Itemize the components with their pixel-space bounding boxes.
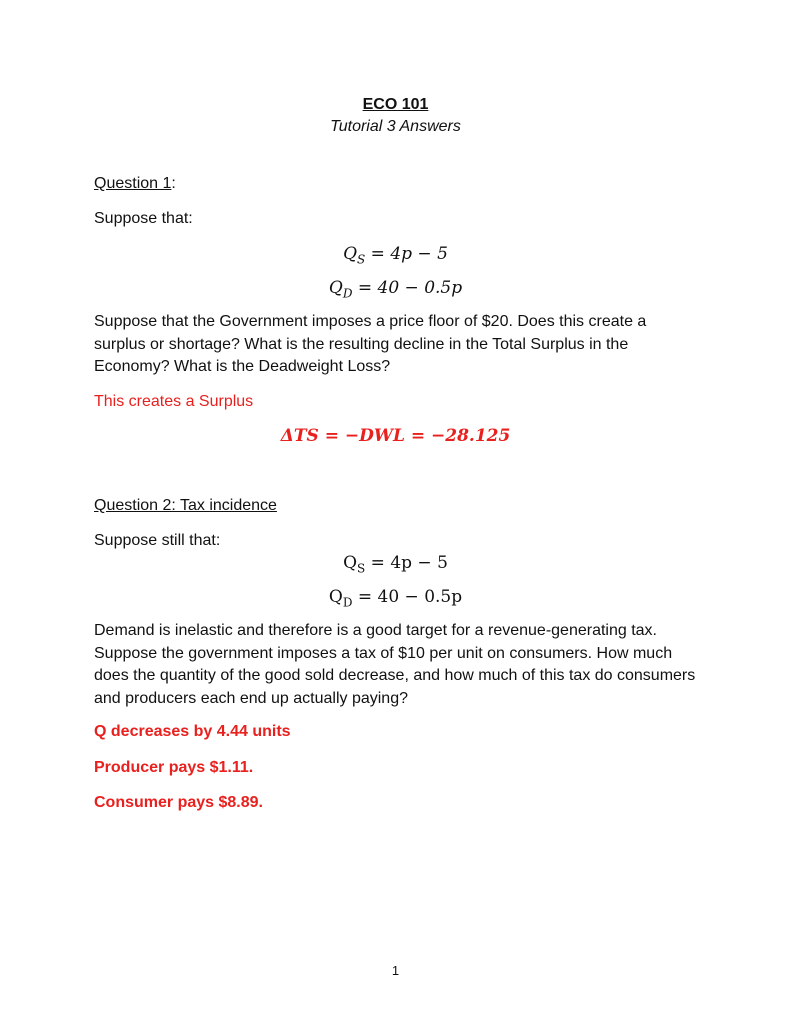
question-2-answer-consumer: Consumer pays $8.89.	[94, 794, 263, 811]
question-1-supply-equation	[0, 243, 791, 270]
supply-equation-text-2: $Q_S = 4p - 5$	[343, 553, 448, 576]
question-2-demand-equation	[0, 586, 791, 613]
demand-equation-text: $Q_D = 40 - 0.5p$	[328, 278, 463, 301]
question-1-heading	[94, 173, 176, 195]
page-number: 1	[391, 963, 400, 978]
question-2-supply-equation	[0, 552, 791, 579]
question-1-answer-equation: ΔTS = −DWL = −28.125	[280, 426, 511, 446]
question-1-intro: Suppose that:	[94, 210, 193, 227]
question-1-demand-equation	[0, 277, 791, 304]
question-2-answer-producer: Producer pays $1.11.	[94, 759, 254, 776]
question-1-heading-label: Question 1	[94, 175, 172, 192]
document-subtitle: Tutorial 3 Answers	[330, 118, 461, 135]
question-1-text: Suppose that the Government imposes a price floor of $20. Does this create a surplus or shortage? What is the resulting decline in the Total Surplus in the Economy? What is the Deadweight Loss?	[94, 313, 647, 375]
question-2-text: Demand is inelastic and therefore is a good target for a revenue-generating tax. Suppose the government imposes a tax of $10 per unit on consumers. How much does the quantity of the good sold decrease, and how much of this tax do consumers and producers each end up actually paying?	[94, 622, 696, 707]
supply-equation-text: $Q_S = 4p - 5$	[343, 244, 448, 267]
question-2-answer-quantity: Q decreases by 4.44 units	[94, 723, 291, 740]
document-title: ECO 101	[362, 96, 429, 113]
demand-equation-text-2: $Q_D = 40 - 0.5p$	[328, 587, 463, 610]
question-1-answer-text: This creates a Surplus	[94, 393, 254, 410]
question-1-heading-colon: :	[171, 175, 176, 192]
question-2-intro: Suppose still that:	[94, 532, 221, 549]
question-2-heading: Question 2: Tax incidence	[94, 497, 277, 514]
